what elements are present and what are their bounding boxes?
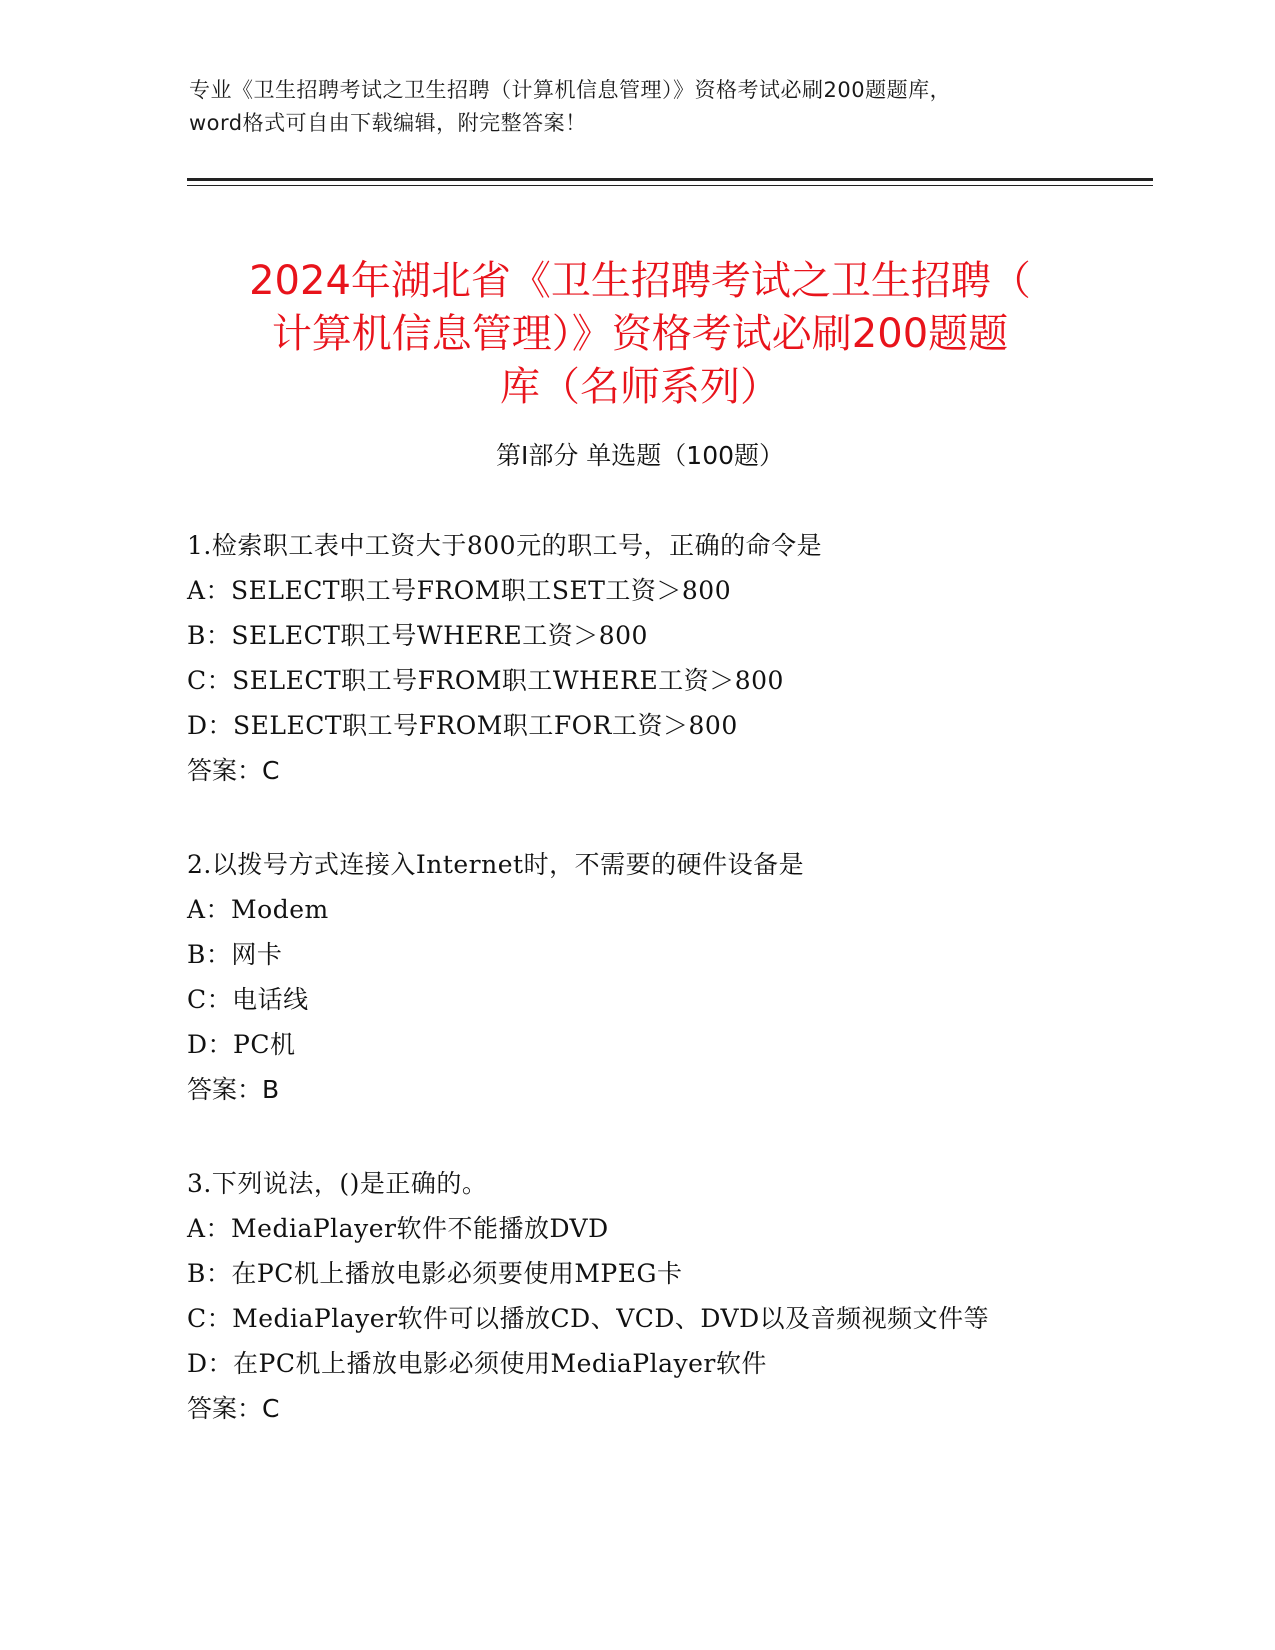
- section-heading: 第Ⅰ部分 单选题（100题）: [495, 441, 785, 470]
- option-d: D：SELECT职工号FROM职工FOR工资＞800: [187, 711, 738, 740]
- answer-text: 答案：C: [187, 1394, 280, 1423]
- question-item: [187, 842, 1187, 1112]
- header-note-line-1: 专业《卫生招聘考试之卫生招聘（计算机信息管理）》资格考试必刷200题题库，: [189, 78, 952, 102]
- title-line-3: 库（名师系列）: [500, 363, 780, 410]
- question-item: [187, 1161, 1187, 1431]
- question-stem: 3.下列说法，()是正确的。: [187, 1169, 488, 1198]
- option-d: D：在PC机上播放电影必须使用MediaPlayer软件: [187, 1349, 767, 1378]
- question-stem: 2.以拨号方式连接入Internet时，不需要的硬件设备是: [187, 850, 805, 879]
- header-divider-thick: [187, 178, 1153, 181]
- option-c: C：电话线: [187, 985, 309, 1014]
- header-note-line-2: word格式可自由下载编辑，附完整答案！: [189, 111, 587, 135]
- option-c: C：SELECT职工号FROM职工WHERE工资＞800: [187, 666, 784, 695]
- option-a: A：SELECT职工号FROM职工SET工资＞800: [187, 576, 732, 605]
- option-a: A：Modem: [187, 895, 329, 924]
- header-divider-thin: [187, 185, 1153, 186]
- document-title: [180, 255, 1100, 414]
- answer-text: 答案：B: [187, 1075, 280, 1104]
- option-b: B：SELECT职工号WHERE工资＞800: [187, 621, 648, 650]
- question-item: [187, 523, 1187, 793]
- question-stem: 1.检索职工表中工资大于800元的职工号，正确的命令是: [187, 531, 823, 560]
- option-b: B：网卡: [187, 940, 283, 969]
- document-header-note: [189, 74, 1089, 140]
- option-b: B：在PC机上播放电影必须要使用MPEG卡: [187, 1259, 683, 1288]
- option-d: D：PC机: [187, 1030, 296, 1059]
- title-line-1: 2024年湖北省《卫生招聘考试之卫生招聘（: [249, 257, 1031, 304]
- title-line-2: 计算机信息管理）》资格考试必刷200题题: [271, 310, 1009, 357]
- option-c: C：MediaPlayer软件可以播放CD、VCD、DVD以及音频视频文件等: [187, 1304, 990, 1333]
- answer-text: 答案：C: [187, 756, 280, 785]
- option-a: A：MediaPlayer软件不能播放DVD: [187, 1214, 609, 1243]
